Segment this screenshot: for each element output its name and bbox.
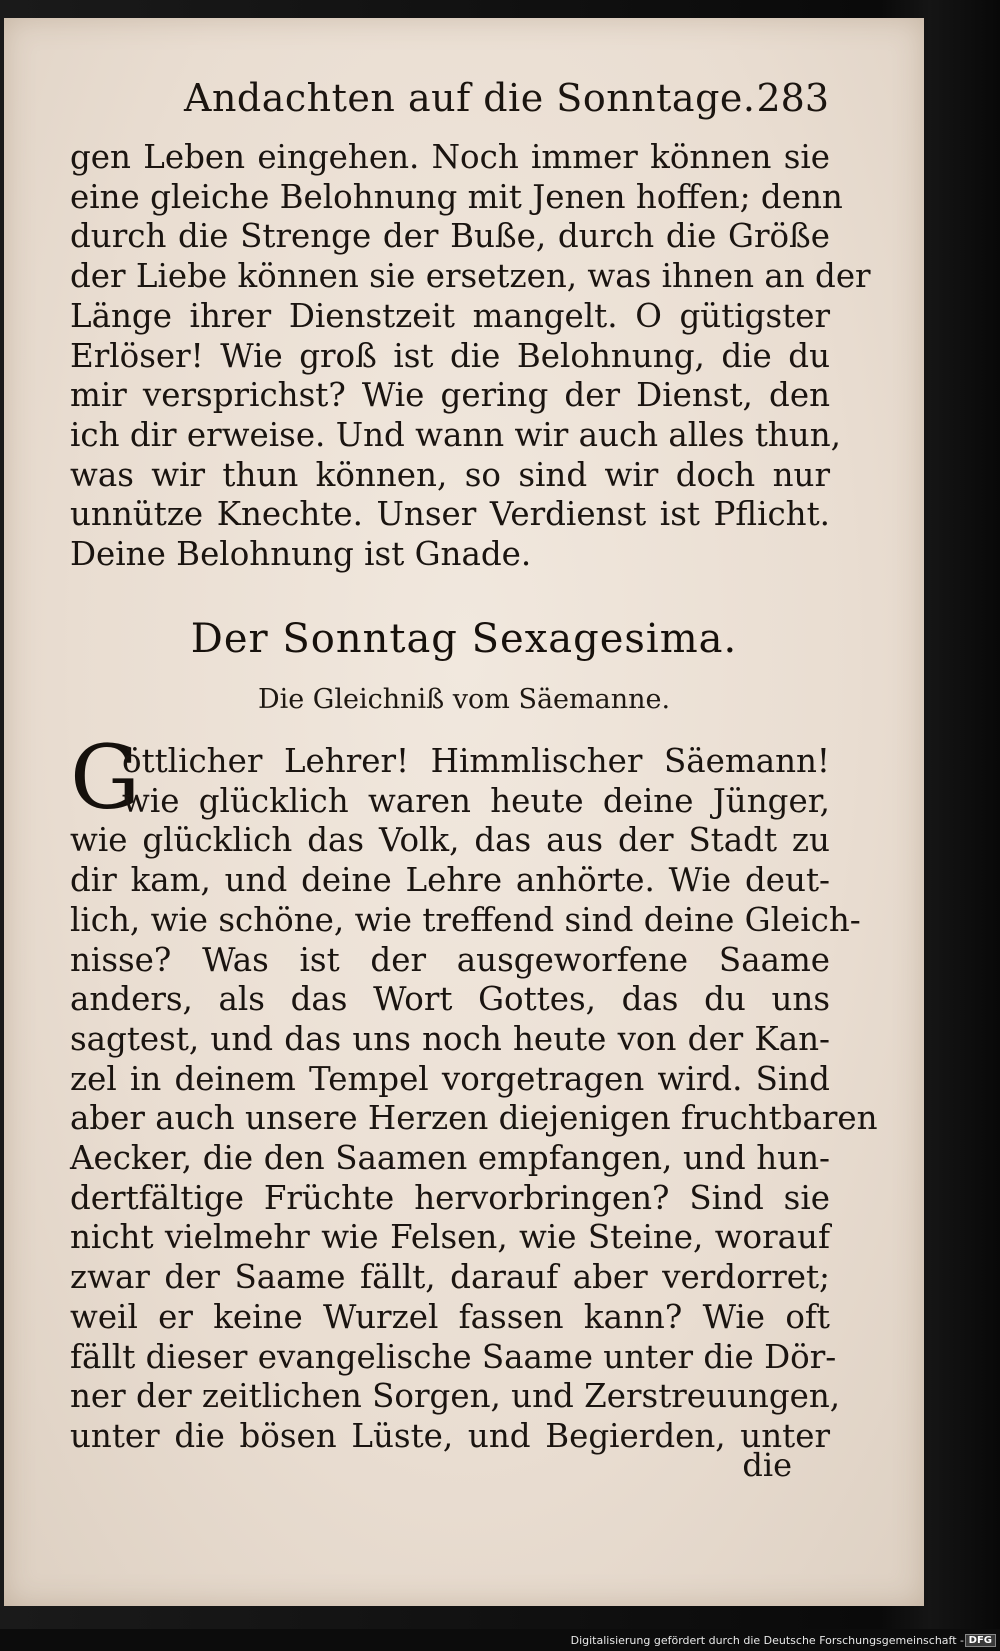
- text-line: wie glücklich waren heute deine Jünger,: [122, 781, 830, 820]
- catchword: die: [742, 1446, 792, 1484]
- text-line: durch die Strenge der Buße, durch die Größe: [70, 217, 830, 256]
- text-line: öttlicher Lehrer! Himmlischer Säemann!: [122, 742, 830, 780]
- text-line: unter die bösen Lüste, und Begierden, unter: [70, 1416, 830, 1455]
- text-line: weil er keine Wurzel fassen kann? Wie oft: [70, 1297, 830, 1336]
- text-line: nisse? Was ist der ausgeworfene Saame: [70, 940, 830, 979]
- text-line: aber auch unsere Herzen diejenigen fruchtbaren: [70, 1099, 878, 1138]
- footer-bar: [0, 1629, 1000, 1651]
- text-line: dertfältige Früchte hervorbringen? Sind sie: [70, 1178, 830, 1217]
- text-line: der Liebe können sie ersetzen, was ihnen an der: [70, 257, 871, 296]
- text-line: Aecker, die den Saamen empfangen, und hun-: [70, 1139, 830, 1178]
- text-line: zwar der Saame fällt, darauf aber verdorret;: [70, 1258, 830, 1297]
- text-line: ner der zeitlichen Sorgen, und Zerstreuungen,: [70, 1377, 841, 1416]
- text-line: unnütze Knechte. Unser Verdienst ist Pflicht.: [70, 495, 830, 534]
- text-line: ich dir erweise. Und wann wir auch alles thun,: [70, 415, 842, 454]
- running-head: Andachten auf die Sonntage.: [184, 76, 756, 120]
- page-header: [4, 76, 924, 136]
- text-line: anders, als das Wort Gottes, das du uns: [70, 980, 830, 1019]
- text-line: gen Leben eingehen. Noch immer können sie: [70, 138, 830, 176]
- paragraph-prayer: [70, 742, 878, 1457]
- text-line: Deine Belohnung ist Gnade.: [70, 535, 532, 574]
- text-line: Länge ihrer Dienstzeit mangelt. O gütigster: [70, 296, 830, 335]
- section-title: Der Sonntag Sexagesima.: [190, 616, 738, 662]
- text-line: eine gleiche Belohnung mit Jenen hoffen; denn: [70, 177, 843, 216]
- text-line: sagtest, und das uns noch heute von der Kan-: [70, 1019, 830, 1058]
- book-page: [4, 18, 924, 1606]
- section-subtitle: Die Gleichniß vom Säemanne.: [257, 684, 671, 715]
- text-line: fällt dieser evangelische Saame unter die Dör-: [70, 1337, 837, 1376]
- text-line: dir kam, und deine Lehre anhörte. Wie deut-: [70, 861, 830, 900]
- text-line: was wir thun können, so sind wir doch nur: [70, 455, 830, 494]
- drop-capital: G: [70, 726, 141, 829]
- dfg-logo: DFG: [965, 1634, 996, 1647]
- text-line: Erlöser! Wie groß ist die Belohnung, die du: [70, 336, 830, 375]
- text-line: wie glücklich das Volk, das aus der Stadt zu: [70, 821, 830, 860]
- footer-credit: Digitalisierung gefördert durch die Deutsche Forschungsgemeinschaft -: [570, 1634, 964, 1647]
- text-line: lich, wie schöne, wie treffend sind deine Gleich-: [70, 900, 861, 939]
- text-line: mir versprichst? Wie gering der Dienst, den: [70, 376, 830, 415]
- page-number: 283: [756, 76, 829, 120]
- text-line: zel in deinem Tempel vorgetragen wird. Sind: [70, 1059, 830, 1098]
- paragraph-continued: [70, 138, 871, 575]
- text-line: nicht vielmehr wie Felsen, wie Steine, worauf: [70, 1218, 830, 1257]
